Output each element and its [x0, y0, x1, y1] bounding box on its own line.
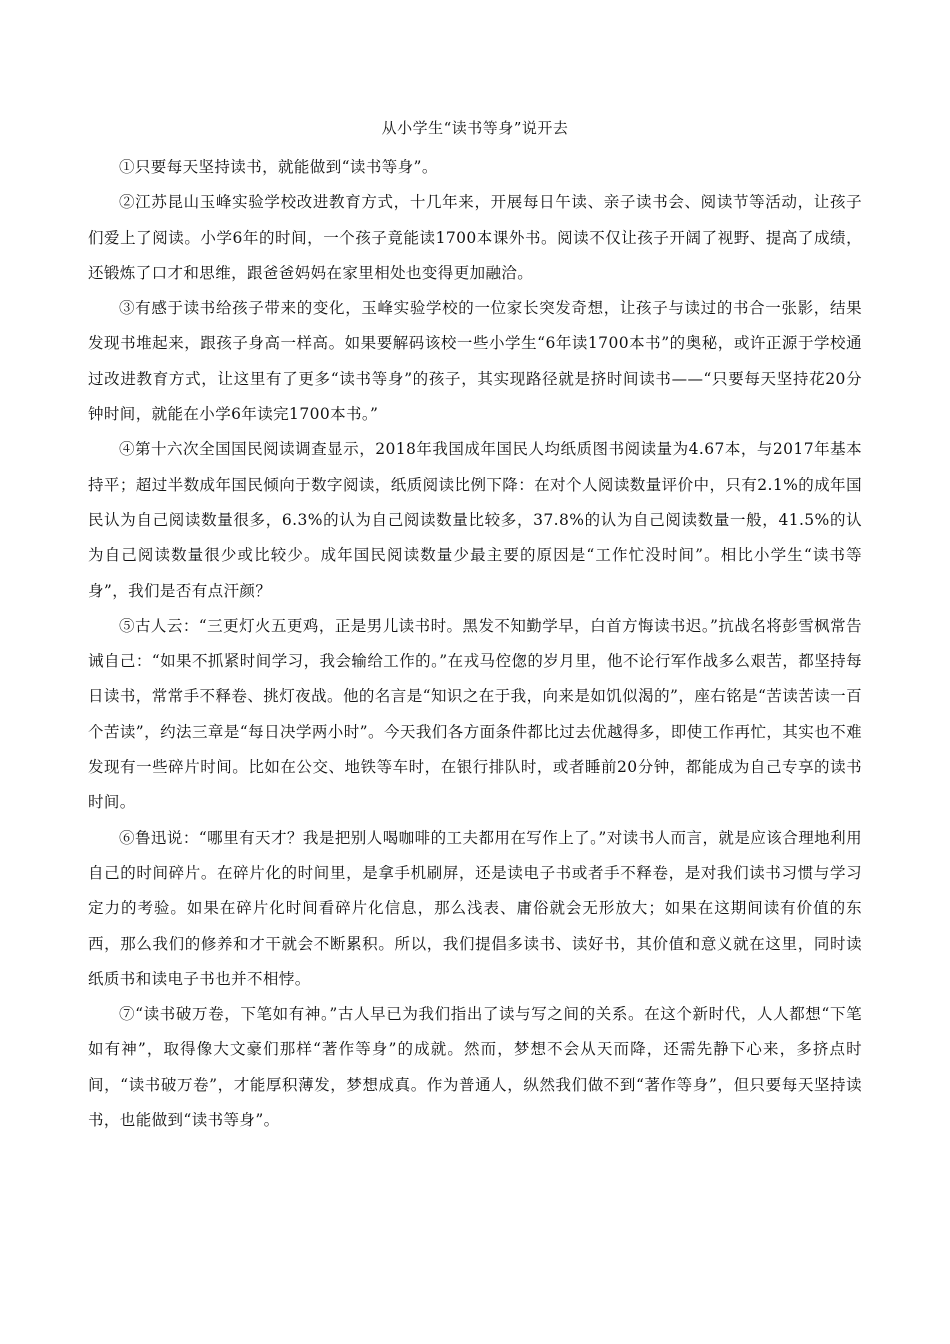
document-body: [88, 150, 862, 1138]
paragraph-5: ⑤古人云：“三更灯火五更鸡，正是男儿读书时。黑发不知勤学早，白首方悔读书迟。”抗战名将彭雪枫常告诫自己：“如果不抓紧时间学习，我会输给工作的。”在戎马倥偬的岁月里，他不论行军作战多么艰苦，都坚持每日读书，常常手不释卷、挑灯夜战。他的名言是“知识之在于我，向来是如饥似渴的”，座右铭是“苦读苦读一百个苦读”，约法三章是“每日决学两小时”。今天我们各方面条件都比过去优越得多，即使工作再忙，其实也不难发现有一些碎片时间。比如在公交、地铁等车时，在银行排队时，或者睡前20分钟，都能成为自己专享的读书时间。: [88, 616, 862, 812]
paragraph-6: ⑥鲁迅说：“哪里有天才？我是把别人喝咖啡的工夫都用在写作上了。”对读书人而言，就是应该合理地利用自己的时间碎片。在碎片化的时间里，是拿手机刷屏，还是读电子书或者手不释卷，是对我们读书习惯与学习定力的考验。如果在碎片化时间看碎片化信息，那么浅表、庸俗就会无形放大；如果在这期间读有价值的东西，那么我们的修养和才干就会不断累积。所以，我们提倡多读书、读好书，其价值和意义就在这里，同时读纸质书和读电子书也并不相悖。: [88, 828, 862, 988]
paragraph-2: ②江苏昆山玉峰实验学校改进教育方式，十几年来，开展每日午读、亲子读书会、阅读节等活动，让孩子们爱上了阅读。小学6年的时间，一个孩子竟能读1700本课外书。阅读不仅让孩子开阔了视野、提高了成绩，还锻炼了口才和思维，跟爸爸妈妈在家里相处也变得更加融洽。: [88, 193, 862, 282]
paragraph-4: ④第十六次全国国民阅读调查显示，2018年我国成年国民人均纸质图书阅读量为4.67本，与2017年基本持平；超过半数成年国民倾向于数字阅读，纸质阅读比例下降：在对个人阅读数量评价中，只有2.1%的成年国民认为自己阅读数量很多，6.3%的认为自己阅读数量比较多，37.8%的认为自己阅读数量一般，41.5%的认为自己阅读数量很少或比较少。成年国民阅读数量少最主要的原因是“工作忙没时间”。相比小学生“读书等身”，我们是否有点汗颜？: [88, 440, 862, 600]
paragraph-7: ⑦“读书破万卷，下笔如有神。”古人早已为我们指出了读与写之间的关系。在这个新时代，人人都想“下笔如有神”，取得像大文豪们那样“著作等身”的成就。然而，梦想不会从天而降，还需先静下心来，多挤点时间，“读书破万卷”，才能厚积薄发，梦想成真。作为普通人，纵然我们做不到“著作等身”，但只要每天坚持读书，也能做到“读书等身”。: [88, 1005, 862, 1130]
paragraph-1: ①只要每天坚持读书，就能做到“读书等身”。: [119, 158, 438, 176]
paragraph-3: ③有感于读书给孩子带来的变化，玉峰实验学校的一位家长突发奇想，让孩子与读过的书合一张影，结果发现书堆起来，跟孩子身高一样高。如果要解码该校一些小学生“6年读1700本书”的奥秘，或许正源于学校通过改进教育方式，让这里有了更多“读书等身”的孩子，其实现路径就是挤时间读书——“只要每天坚持花20分钟时间，就能在小学6年读完1700本书。”: [88, 299, 862, 424]
document-title: 从小学生“读书等身”说开去: [381, 119, 569, 137]
